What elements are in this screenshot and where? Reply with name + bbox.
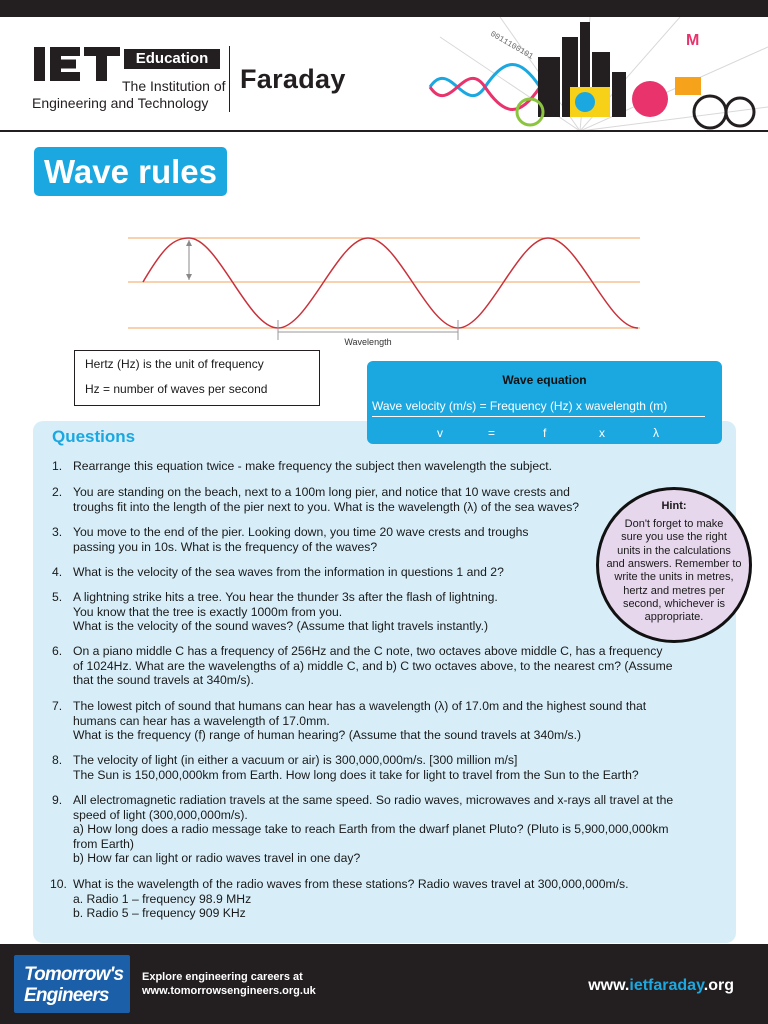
question-number: 8. <box>52 753 63 767</box>
hint-text-line: units in the calculations <box>617 544 731 557</box>
hint-bubble <box>596 487 752 643</box>
hertz-info-box <box>74 350 320 406</box>
question-text-line: All electromagnetic radiation travels at the same speed. So radio waves, microwaves and x-rays all travel at the <box>73 793 674 807</box>
symbol-equals: = <box>488 426 496 440</box>
wave-equation-title: Wave equation <box>502 373 587 387</box>
question-text-line: from Earth) <box>73 836 134 851</box>
url-highlight: ietfaraday <box>629 977 704 994</box>
question-text-line: speed of light (300,000,000m/s). <box>73 807 248 822</box>
wave-diagram <box>128 228 640 350</box>
question-text-line: passing you in 10s. What is the frequency of the waves? <box>73 539 378 554</box>
question-number: 7. <box>52 699 63 713</box>
page-title: Wave rules <box>34 147 227 196</box>
faraday-brand: Faraday <box>240 64 346 94</box>
education-tag: Education <box>124 49 220 69</box>
question-text-line: b) How far can light or radio waves travel in one day? <box>73 851 361 865</box>
question-text-line: A lightning strike hits a tree. You hear the thunder 3s after the flash of lightning. <box>73 590 498 604</box>
question-text-line: b. Radio 5 – frequency 909 KHz <box>73 906 246 920</box>
symbol-frequency: f <box>543 426 547 440</box>
hertz-definition: Hertz (Hz) is the unit of frequency <box>85 357 264 371</box>
footer-careers-text: Explore engineering careers at <box>142 971 303 983</box>
question-number: 3. <box>52 525 63 539</box>
footer-careers-link[interactable]: www.tomorrowsengineers.org.uk <box>142 985 316 997</box>
question-number: 5. <box>52 590 63 604</box>
question-text-line: What is the frequency (f) range of human hearing? (Assume that the sound travels at 340m/s.) <box>73 728 582 742</box>
question-text-line: The velocity of light (in either a vacuum or air) is 300,000,000m/s. [300 million m/s] <box>73 753 518 767</box>
question-text-line: of 1024Hz. What are the wavelengths of a) middle C, and b) C two octaves above, to the nearest cm? (Assume <box>73 658 673 673</box>
question-text-line: humans can hear has a wavelength of 17.0mm. <box>73 713 330 728</box>
footer-site-link[interactable] <box>588 977 734 995</box>
question-text-line: What is the wavelength of the radio waves from these stations? Radio waves travel at 300,000,000m/s. <box>73 877 629 891</box>
question-number: 10. <box>50 877 67 891</box>
question-number: 4. <box>52 565 63 579</box>
iet-logo-icon <box>34 47 120 81</box>
question-text-line: The lowest pitch of sound that humans can hear has a wavelength (λ) of 17.0m and the highest sound that <box>73 699 647 713</box>
question-text-line: The Sun is 150,000,000km from Earth. How long does it take for light to travel from the Sun to the Earth? <box>73 767 639 782</box>
question-number: 2. <box>52 485 63 499</box>
logo-line2: Engineers <box>24 985 109 1006</box>
wave-equation-text: Wave velocity (m/s) = Frequency (Hz) x wavelength (m) <box>372 399 668 413</box>
institution-name-line1: The Institution of <box>122 78 226 94</box>
symbol-wavelength: λ <box>653 426 659 440</box>
question-number: 1. <box>52 459 63 473</box>
hint-title: Hint: <box>661 500 687 512</box>
institution-name-line2: Engineering and Technology <box>32 95 209 111</box>
header-divider <box>229 46 230 112</box>
tomorrows-engineers-logo[interactable] <box>14 955 130 1013</box>
sine-wave <box>143 238 638 328</box>
header-rule <box>0 130 768 132</box>
symbol-times: x <box>599 426 605 440</box>
question-text-line: You are standing on the beach, next to a 100m long pier, and notice that 10 wave crests and <box>73 485 570 499</box>
hertz-formula: Hz = number of waves per second <box>85 382 268 396</box>
questions-heading: Questions <box>52 427 136 446</box>
question-text-line: You move to the end of the pier. Looking down, you time 20 wave crests and troughs <box>73 525 529 539</box>
symbol-velocity: v <box>437 426 443 440</box>
question-text-line: You know that the tree is exactly 1000m from you. <box>73 604 343 619</box>
question-text-line: What is the velocity of the sound waves? (Assume that light travels instantly.) <box>73 619 489 633</box>
hint-text-line: write the units in metres, <box>614 571 734 584</box>
url-suffix: .org <box>703 977 734 994</box>
url-prefix: www. <box>588 977 630 994</box>
question-text-line: a. Radio 1 – frequency 98.9 MHz <box>73 891 252 906</box>
wavelength-label: Wavelength <box>344 337 392 347</box>
question-text-line: What is the velocity of the sea waves from the information in questions 1 and 2? <box>73 565 504 579</box>
question-text-line: troughs fit into the length of the pier next to you. What is the wavelength (λ) of the sea waves? <box>73 499 580 514</box>
hint-text-line: and answers. Remember to <box>606 557 742 570</box>
hint-text-line: appropriate. <box>644 611 704 624</box>
question-number: 9. <box>52 793 63 807</box>
logo-line1: Tomorrow's <box>24 964 124 985</box>
hint-text-line: hertz and metres per <box>623 584 725 597</box>
hint-text-line: Don't forget to make <box>624 518 724 530</box>
question-text-line: On a piano middle C has a frequency of 256Hz and the C note, two octaves above middle C, has a frequency <box>73 644 663 658</box>
top-bar <box>0 0 768 17</box>
hint-text-line: second, whichever is <box>622 597 726 610</box>
question-text-line: a) How long does a radio message take to reach Earth from the dwarf planet Pluto? (Pluto is 5,900,000,000km <box>73 822 669 836</box>
wave-equation-rule <box>372 416 705 417</box>
question-text-line: Rearrange this equation twice - make frequency the subject then wavelength the subject. <box>73 459 552 473</box>
hint-text-line: sure you use the right <box>621 531 727 544</box>
svg-text:M: M <box>686 32 700 49</box>
question-text-line: that the sound travels at 340m/s). <box>73 673 254 687</box>
wave-equation-box <box>367 361 722 444</box>
science-collage-icon <box>420 17 768 131</box>
svg-text:0011100101: 0011100101 <box>488 29 535 62</box>
question-number: 6. <box>52 644 63 658</box>
